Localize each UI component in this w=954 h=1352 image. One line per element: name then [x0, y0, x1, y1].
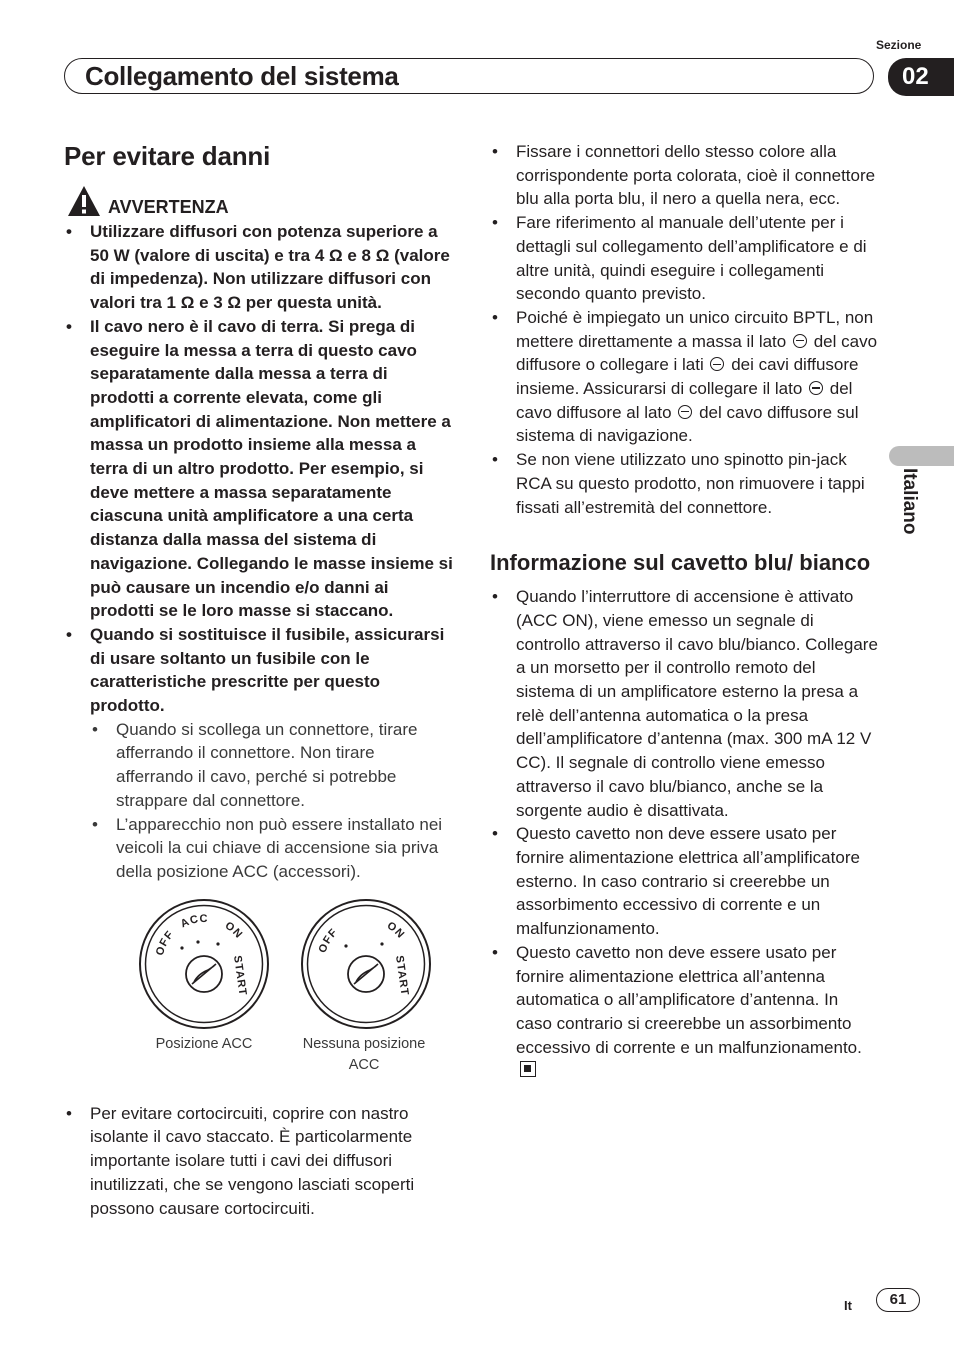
dial-label-off: OFF [316, 925, 341, 955]
final-list [64, 1102, 456, 1221]
connection-list [490, 140, 878, 519]
minus-terminal-icon [678, 405, 692, 419]
warning-header [64, 184, 456, 220]
list-item: • Se non viene utilizzato uno spinotto pin-jack RCA su questo prodotto, non rimuovere i tappi fissati all’estremità del connettore. [490, 448, 878, 519]
language-tab-marker [889, 446, 954, 466]
chapter-title: Collegamento del sistema [85, 61, 399, 91]
list-item: • Utilizzare diffusori con potenza superiore a 50 W (valore di uscita) e tra 4 Ω e 8 Ω (valore di impedenza). Non utilizzare diffusori con valori tra 1 Ω e 3 Ω per questa unità. [64, 220, 456, 315]
sub-list [90, 718, 456, 884]
ignition-figure [64, 898, 456, 1094]
warning-list [64, 220, 456, 718]
dial-label-on: ON [222, 919, 245, 941]
right-column [490, 140, 878, 1083]
list-item: • Fissare i connettori dello stesso colore alla corrispondente porta colorata, cioè il connettore blu alla porta blu, il nero a quella nera, ecc. [490, 140, 878, 211]
language-code: It [844, 1298, 852, 1313]
list-item: • Fare riferimento al manuale dell’utente per i dettagli sul collegamento dell’amplificatore e di altre unità, quindi eseguire i collegamenti secondo quanto previsto. [490, 211, 878, 306]
left-column [64, 140, 456, 1220]
list-item: • L’apparecchio non può essere installato nei veicoli la cui chiave di accensione sia priva della posizione ACC (accessori). [90, 813, 456, 884]
section-number-badge: 02 [888, 58, 954, 96]
chapter-title-bar [64, 58, 874, 94]
dial-label-start: START [393, 954, 411, 997]
warning-label: AVVERTENZA [108, 197, 229, 217]
svg-text:ON [223, 919, 245, 941]
ignition-dial-noacc [300, 898, 432, 1030]
dial-label-on: ON [384, 919, 407, 941]
list-item: • Quando si sostituisce il fusibile, assicurarsi di usare soltanto un fusibile con le caratteristiche prescritte per questo prodotto. [64, 623, 456, 718]
warning-triangle-icon [66, 184, 102, 218]
section-heading: Per evitare danni [64, 141, 271, 171]
list-item: • Quando si scollega un connettore, tirare afferrando il connettore. Non tirare afferrando il cavo, perché si potrebbe strappare dal connettore. [90, 718, 456, 813]
svg-text:OFF [317, 926, 341, 954]
list-item: • Quando l’interruttore di accensione è attivato (ACC ON), viene emesso un segnale di controllo attraverso il cavo blu/bianco. Collegare a un morsetto per il controllo remoto del sistema di un amplificatore esterno la presa a relè dell’antenna automatica o la presa dell’amplificatore d’antenna (max. 300 mA 12 V CC). Il segnale di controllo viene emesso attraverso il cavo blu/bianco, anche se la sorgente audio è disattivata. [490, 585, 878, 822]
dial-label-start: START [231, 954, 249, 997]
end-of-section-icon [520, 1061, 536, 1077]
dial-label-off: OFF [153, 928, 177, 957]
list-item: • Per evitare cortocircuiti, coprire con nastro isolante il cavo staccato. È particolarmente importante isolare tutti i cavi dei diffusori inutilizzati, che se vengono lasciati scoperti possono causare cortocircuiti. [64, 1102, 456, 1221]
minus-terminal-icon [809, 381, 823, 395]
ignition-dial-acc [138, 898, 270, 1030]
caption-acc: Posizione ACC [155, 1035, 253, 1052]
blue-wire-list [490, 585, 878, 1083]
language-tab-label: Italiano [899, 468, 920, 535]
list-item-bptl: • Poiché è impiegato un unico circuito BPTL, non mettere direttamente a massa il lato del cavo diffusore o collegare i lati dei cavi diffusore insieme. Assicurarsi di collegare il lato del cavo diffusore al lato del cavo diffusore sul sistema di navigazione. [490, 306, 878, 448]
minus-terminal-icon [793, 334, 807, 348]
svg-text:ACC [179, 913, 209, 930]
section-label: Sezione [876, 38, 922, 52]
svg-text:OFF [154, 928, 177, 957]
dial-label-acc: ACC [178, 912, 209, 931]
page-number: 61 [876, 1288, 920, 1312]
caption-noacc: Nessuna posizione ACC [302, 1035, 426, 1073]
list-item: • Questo cavetto non deve essere usato per fornire alimentazione elettrica all’amplificatore esterno. In caso contrario si creerebbe un assorbimento eccessivo di corrente e un malfunzionamento. [490, 822, 878, 941]
svg-text:ON [385, 919, 407, 941]
minus-terminal-icon [710, 357, 724, 371]
subsection-heading: Informazione sul cavetto blu/ bianco [490, 550, 871, 576]
list-item: • Il cavo nero è il cavo di terra. Si prega di eseguire la messa a terra di questo cavo separatamente dalla messa a terra di prodotti a corrente elevata, come gli amplificatori di alimentazione. Non mettere a massa un prodotto insieme alla messa a terra di un altro prodotto. Per esempio, si deve mettere a massa separatamente ciascuna unità amplificatore a una certa distanza dalla massa del sistema di navigazione. Collegando le masse insieme si può causare un incendio e/o danni ai prodotti se le loro masse si staccano. [64, 315, 456, 623]
list-item-last: • Questo cavetto non deve essere usato per fornire alimentazione elettrica all’antenna automatica o all’amplificatore d’antenna. In caso contrario si creerebbe un assorbimento eccessivo di corrente e un malfunzionamento. [490, 941, 878, 1083]
